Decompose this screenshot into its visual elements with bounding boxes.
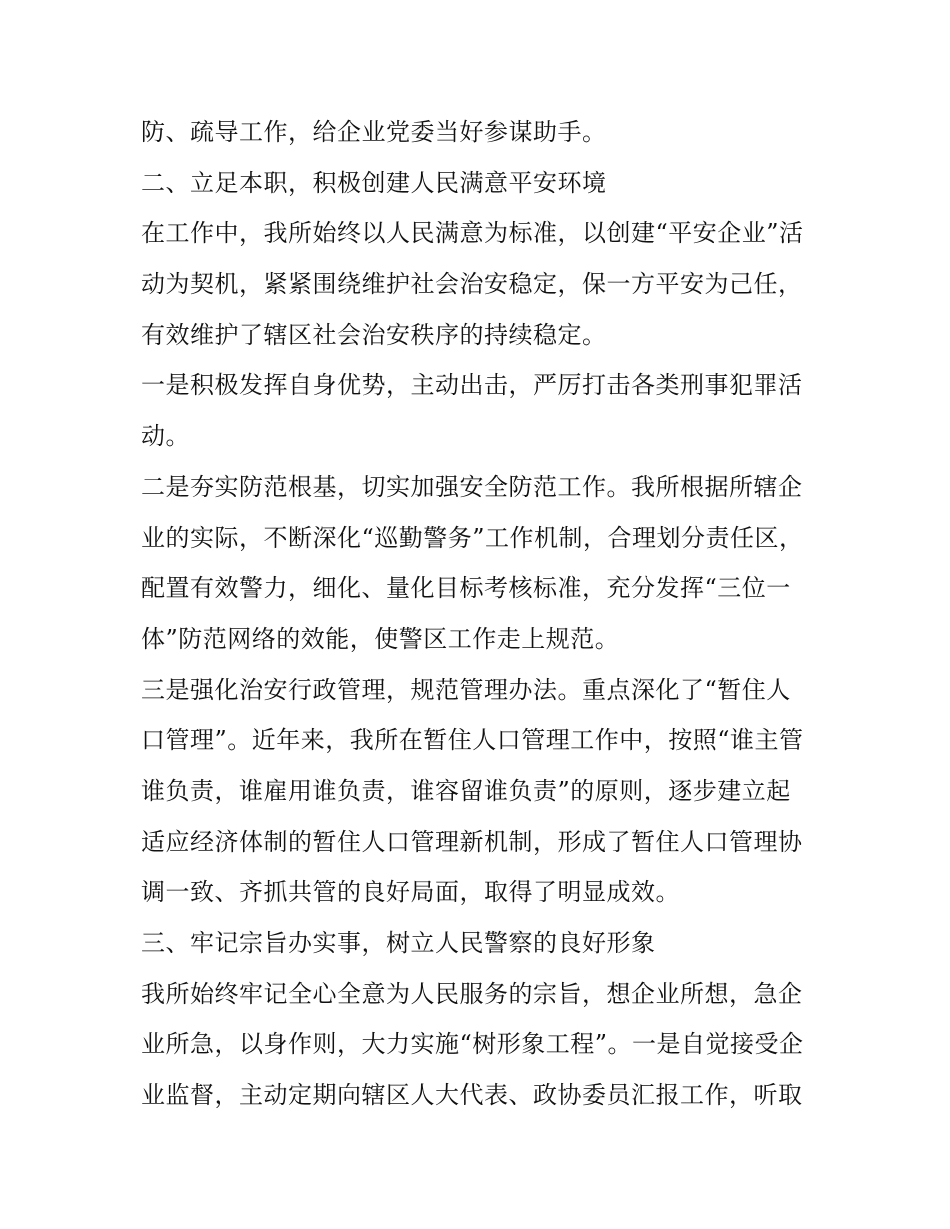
text-line: 有效维护了辖区社会治安秩序的持续稳定。 — [141, 320, 607, 349]
text-line: 一是积极发挥自身优势，主动出击，严厉打击各类刑事犯罪活 — [141, 371, 803, 400]
text-line: 防、疏导工作，给企业党委当好参谋助手。 — [141, 118, 607, 146]
text-line: 配置有效警力，细化、量化目标考核标准，充分发挥“三位一 — [141, 574, 791, 603]
section-heading: 三、牢记宗旨办实事，树立人民警察的良好形象 — [141, 929, 656, 957]
text-line: 谁负责，谁雇用谁负责，谁容留谁负责”的原则，逐步建立起 — [141, 776, 791, 805]
body-text — [141, 107, 821, 1121]
text-line: 三是强化治安行政管理，规范管理办法。重点深化了“暂住人 — [141, 675, 791, 704]
section-heading: 二、立足本职，积极创建人民满意平安环境 — [141, 168, 607, 197]
text-line: 我所始终牢记全心全意为人民服务的宗旨，想企业所想，急企 — [141, 979, 803, 1008]
text-line: 口管理”。近年来，我所在暂住人口管理工作中，按照“谁主管 — [141, 726, 804, 755]
text-line: 调一致、齐抓共管的良好局面，取得了明显成效。 — [141, 878, 680, 907]
text-line: 业监督，主动定期向辖区人大代表、政协委员汇报工作，听取 — [141, 1081, 803, 1110]
text-line: 在工作中，我所始终以人民满意为标准，以创建“平安企业”活 — [141, 219, 804, 248]
text-line: 动为契机，紧紧围绕维护社会治安稳定，保一方平安为己任， — [141, 270, 803, 299]
text-line: 适应经济体制的暂住人口管理新机制，形成了暂住人口管理协 — [141, 827, 803, 856]
text-line: 业的实际，不断深化“巡勤警务”工作机制，合理划分责任区， — [141, 523, 804, 552]
text-line: 业所急，以身作则，大力实施“树形象工程”。一是自觉接受企 — [141, 1030, 804, 1059]
text-line: 二是夯实防范根基，切实加强安全防范工作。我所根据所辖企 — [141, 472, 803, 501]
text-line: 动。 — [141, 422, 190, 451]
text-line: 体”防范网络的效能，使警区工作走上规范。 — [141, 624, 620, 653]
